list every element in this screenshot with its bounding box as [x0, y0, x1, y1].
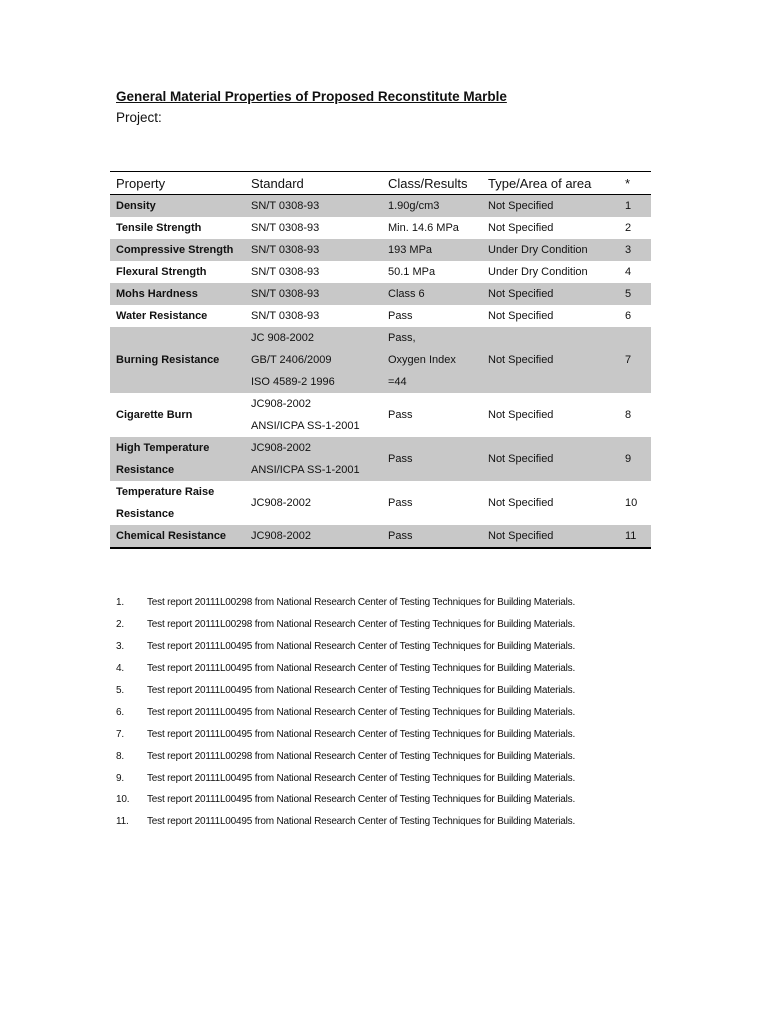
standard-cell-line: SN/T 0308-93	[251, 200, 320, 212]
header-property: Property	[110, 172, 245, 195]
footnote-text: Test report 20111L00298 from National Research Center of Testing Techniques for Building Materials.	[147, 619, 576, 631]
type-area-cell-line: Not Specified	[488, 497, 554, 509]
header-type-area: Type/Area of area	[482, 172, 619, 195]
standard-cell-line: ANSI/ICPA SS-1-2001	[251, 420, 360, 432]
footnote-item	[116, 680, 575, 702]
standard-cell	[245, 393, 382, 437]
standard-cell-line: SN/T 0308-93	[251, 310, 320, 322]
result-cell	[382, 261, 482, 283]
standard-cell	[245, 283, 382, 305]
table-row	[110, 195, 651, 218]
standard-cell-line: JC908-2002	[251, 398, 311, 410]
table-row	[110, 481, 651, 525]
table-row	[110, 305, 651, 327]
property-cell	[110, 195, 245, 218]
result-cell-line: Class 6	[388, 288, 425, 300]
footnote-text: Test report 20111L00495 from National Research Center of Testing Techniques for Building Materials.	[147, 641, 576, 653]
reference-cell: 2	[625, 222, 632, 234]
standard-cell-line: GB/T 2406/2009	[251, 354, 332, 366]
standard-cell	[245, 525, 382, 548]
footnote-number: 6.	[116, 706, 124, 718]
table-row	[110, 525, 651, 548]
result-cell	[382, 393, 482, 437]
type-area-cell	[482, 261, 619, 283]
property-cell-line: Density	[116, 200, 156, 212]
table-row	[110, 393, 651, 437]
table-header-row	[110, 172, 651, 195]
type-area-cell-line: Not Specified	[488, 222, 554, 234]
reference-cell: 1	[619, 195, 651, 218]
type-area-cell	[482, 217, 619, 239]
standard-cell-line: JC908-2002	[251, 530, 311, 542]
property-cell	[110, 283, 245, 305]
standard-cell	[245, 239, 382, 261]
footnote-number: 8.	[116, 750, 124, 762]
footnote-text: Test report 20111L00495 from National Research Center of Testing Techniques for Building Materials.	[147, 685, 576, 696]
footnote-text: Test report 20111L00298 from National Research Center of Testing Techniques for Building Materials.	[147, 750, 576, 762]
standard-cell	[245, 261, 382, 283]
standard-cell	[245, 481, 382, 525]
property-cell-line: Compressive Strength	[116, 244, 234, 256]
type-area-cell-line: Not Specified	[488, 288, 554, 300]
type-area-cell	[482, 393, 619, 437]
document-title: General Material Properties of Proposed Reconstitute Marble	[116, 89, 507, 104]
type-area-cell	[482, 239, 619, 261]
footnote-item	[116, 658, 575, 680]
header-standard: Standard	[245, 172, 382, 195]
footnote-item	[116, 767, 575, 789]
property-cell	[110, 525, 245, 548]
result-cell-line: Oxygen Index	[388, 354, 456, 366]
result-cell-line: 193 MPa	[388, 244, 433, 256]
type-area-cell	[482, 283, 619, 305]
result-cell	[382, 481, 482, 525]
property-cell-line: Water Resistance	[116, 310, 208, 322]
standard-cell-line: JC908-2002	[251, 497, 311, 509]
type-area-cell-line: Under Dry Condition	[488, 266, 588, 278]
type-area-cell	[482, 481, 619, 525]
standard-cell-line: ANSI/ICPA SS-1-2001	[251, 464, 360, 476]
property-cell	[110, 393, 245, 437]
footnote-number: 10.	[116, 794, 130, 806]
type-area-cell	[482, 525, 619, 548]
result-cell	[382, 239, 482, 261]
reference-cell: 10	[625, 497, 638, 509]
standard-cell-line: ISO 4589-2 1996	[251, 376, 335, 388]
property-cell-line: Mohs Hardness	[116, 288, 198, 300]
property-cell-line: Temperature Raise	[116, 486, 215, 498]
standard-cell	[245, 437, 382, 481]
footnote-text: Test report 20111L00495 from National Research Center of Testing Techniques for Building Materials.	[147, 728, 576, 740]
footnote-number: 2.	[116, 619, 124, 631]
result-cell-line: =44	[388, 376, 407, 388]
result-cell-line: Pass	[388, 310, 413, 322]
reference-cell: 5	[619, 283, 651, 305]
property-cell-line: High Temperature	[116, 442, 210, 454]
table-row	[110, 437, 651, 481]
footnote-text: Test report 20111L00495 from National Research Center of Testing Techniques for Building Materials.	[147, 816, 576, 828]
result-cell	[382, 283, 482, 305]
result-cell	[382, 195, 482, 218]
property-cell	[110, 239, 245, 261]
property-cell-line: Burning Resistance	[116, 354, 220, 366]
footnote-item	[116, 723, 575, 745]
type-area-cell-line: Not Specified	[488, 530, 554, 542]
standard-cell-line: SN/T 0308-93	[251, 244, 320, 256]
footnote-number: 1.	[116, 597, 124, 609]
header-reference: *	[619, 172, 651, 195]
table-row	[110, 217, 651, 239]
standard-cell	[245, 327, 382, 393]
result-cell-line: Pass	[388, 497, 413, 509]
result-cell	[382, 437, 482, 481]
result-cell-line: Pass,	[388, 332, 416, 344]
type-area-cell-line: Not Specified	[488, 200, 554, 212]
type-area-cell	[482, 195, 619, 218]
footnote-text: Test report 20111L00495 from National Research Center of Testing Techniques for Building Materials.	[147, 706, 576, 718]
footnote-text: Test report 20111L00495 from National Research Center of Testing Techniques for Building Materials.	[147, 794, 576, 806]
footnote-item	[116, 745, 575, 767]
property-cell	[110, 481, 245, 525]
standard-cell-line: JC908-2002	[251, 442, 311, 454]
table-row	[110, 327, 651, 393]
property-cell	[110, 327, 245, 393]
type-area-cell-line: Not Specified	[488, 354, 554, 366]
type-area-cell	[482, 327, 619, 393]
type-area-cell	[482, 305, 619, 327]
footnote-number: 4.	[116, 663, 124, 675]
result-cell-line: Pass	[388, 530, 413, 542]
reference-cell: 8	[625, 409, 632, 421]
footnote-item	[116, 592, 575, 614]
standard-cell-line: JC 908-2002	[251, 332, 314, 344]
result-cell	[382, 327, 482, 393]
table-row	[110, 261, 651, 283]
table-body	[110, 195, 651, 549]
result-cell-line: Pass	[388, 409, 413, 421]
result-cell-line: Min. 14.6 MPa	[388, 222, 459, 234]
project-label: Project:	[116, 110, 162, 125]
footnote-text: Test report 20111L00495 from National Research Center of Testing Techniques for Building Materials.	[147, 663, 576, 675]
footnote-item	[116, 614, 575, 636]
type-area-cell	[482, 437, 619, 481]
footnote-number: 7.	[116, 728, 124, 740]
property-cell	[110, 217, 245, 239]
reference-cell: 3	[619, 239, 651, 261]
reference-cell: 7	[619, 327, 651, 393]
standard-cell	[245, 195, 382, 218]
footnote-number: 11.	[116, 816, 129, 828]
result-cell	[382, 525, 482, 548]
property-cell-line: Flexural Strength	[116, 266, 207, 278]
footnote-item	[116, 811, 575, 833]
properties-table	[110, 171, 651, 549]
result-cell-line: 1.90g/cm3	[388, 200, 440, 212]
footnote-number: 9.	[116, 772, 124, 784]
result-cell-line: Pass	[388, 453, 413, 465]
standard-cell-line: SN/T 0308-93	[251, 266, 320, 278]
footnote-text: Test report 20111L00298 from National Research Center of Testing Techniques for Building Materials.	[147, 597, 576, 609]
result-cell-line: 50.1 MPa	[388, 266, 436, 278]
property-cell-line: Chemical Resistance	[116, 530, 227, 542]
result-cell	[382, 305, 482, 327]
footnote-text: Test report 20111L00495 from National Research Center of Testing Techniques for Building Materials.	[147, 772, 576, 784]
type-area-cell-line: Not Specified	[488, 453, 554, 465]
result-cell	[382, 217, 482, 239]
standard-cell-line: SN/T 0308-93	[251, 288, 320, 300]
reference-cell: 6	[625, 310, 632, 322]
property-cell-line: Resistance	[116, 508, 175, 520]
reference-cell: 11	[619, 525, 651, 548]
property-cell	[110, 261, 245, 283]
property-cell	[110, 437, 245, 481]
standard-cell-line: SN/T 0308-93	[251, 222, 320, 234]
footnote-item	[116, 789, 575, 811]
footnote-list	[116, 592, 575, 833]
type-area-cell-line: Not Specified	[488, 310, 554, 322]
property-cell-line: Resistance	[116, 464, 175, 476]
footnote-number: 5.	[116, 685, 124, 696]
property-cell-line: Tensile Strength	[116, 222, 202, 234]
standard-cell	[245, 217, 382, 239]
footnote-number: 3.	[116, 641, 124, 653]
footnote-item	[116, 701, 575, 723]
table-row	[110, 239, 651, 261]
type-area-cell-line: Not Specified	[488, 409, 554, 421]
table-row	[110, 283, 651, 305]
property-cell-line: Cigarette Burn	[116, 409, 193, 421]
reference-cell: 9	[619, 437, 651, 481]
standard-cell	[245, 305, 382, 327]
type-area-cell-line: Under Dry Condition	[488, 244, 588, 256]
header-class-results: Class/Results	[382, 172, 482, 195]
reference-cell: 4	[625, 266, 632, 278]
property-cell	[110, 305, 245, 327]
footnote-item	[116, 636, 575, 658]
